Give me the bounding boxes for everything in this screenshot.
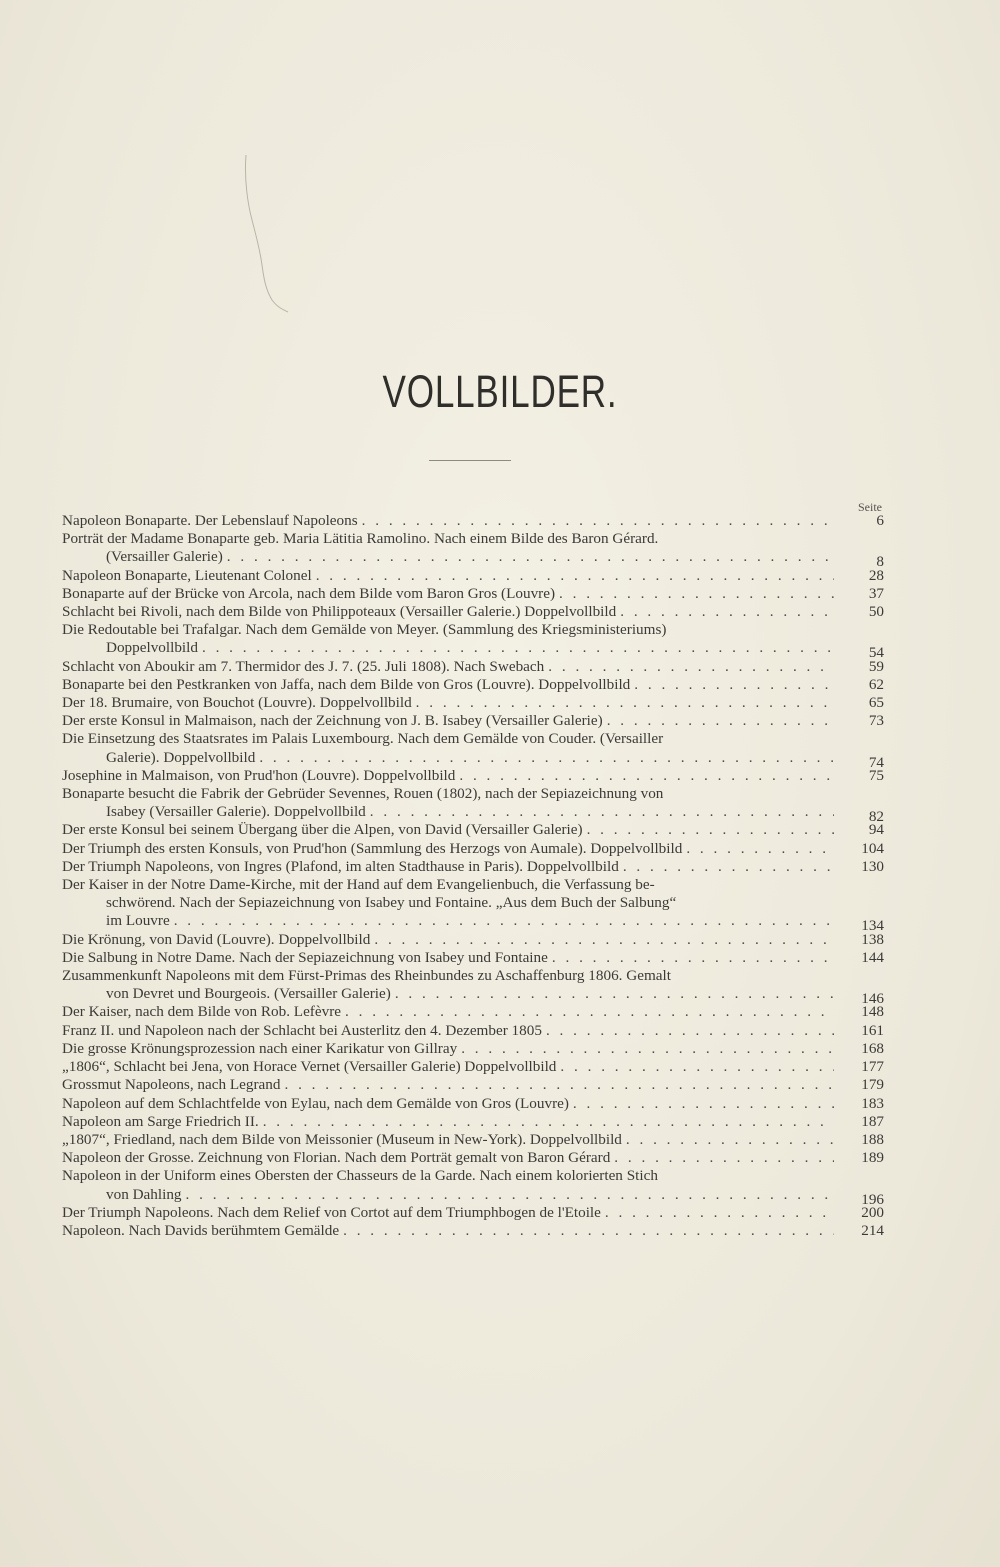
- toc-entry-line: [62, 1040, 884, 1058]
- toc-page-number: 148: [861, 1003, 884, 1021]
- toc-entry: [62, 621, 884, 662]
- toc-page-number: 144: [861, 948, 884, 966]
- toc-entry: [62, 712, 884, 730]
- toc-entry: [62, 1131, 884, 1149]
- toc-entry-text: Napoleon Bonaparte, Lieutenant Colonel: [62, 566, 312, 584]
- toc-entry-line: [62, 949, 884, 967]
- toc-entry-text: „1806“, Schlacht bei Jena, von Horace Vernet (Versailler Galerie) Doppelvollbild: [62, 1058, 557, 1076]
- toc-entry: [62, 585, 884, 603]
- dot-leader: [682, 840, 834, 858]
- toc-entry-text: Die Salbung in Notre Dame. Nach der Sepiazeichnung von Isabey und Fontaine: [62, 948, 548, 966]
- toc-entry-line: [62, 694, 884, 712]
- dot-leader: [280, 1076, 834, 1094]
- toc-entry: [62, 858, 884, 876]
- toc-entry-text: Galerie). Doppelvollbild: [106, 748, 256, 766]
- dot-leader: [391, 985, 834, 1003]
- toc-entry: [62, 567, 884, 585]
- dot-leader: [622, 1131, 834, 1149]
- table-of-plates: [62, 512, 884, 1240]
- toc-page-number: 94: [868, 821, 884, 839]
- toc-entry: [62, 1040, 884, 1058]
- toc-entry: [62, 785, 884, 826]
- dot-leader: [455, 767, 834, 785]
- toc-page-number: 74: [868, 753, 884, 771]
- toc-entry-text: Grossmut Napoleons, nach Legrand: [62, 1076, 281, 1094]
- dot-leader: [223, 548, 834, 566]
- toc-entry-line: [62, 767, 884, 785]
- toc-entry: [62, 658, 884, 676]
- toc-entry-text: Der 18. Brumaire, von Bouchot (Louvre). Doppelvollbild: [62, 694, 412, 712]
- toc-entry-line: [62, 1076, 884, 1094]
- toc-entry-line: [62, 603, 884, 621]
- dot-leader: [182, 1186, 834, 1204]
- toc-entry: [62, 931, 884, 949]
- toc-page-number: 188: [861, 1130, 884, 1148]
- pencil-mark: [238, 150, 298, 320]
- toc-entry-text: Die Redoutable bei Trafalgar. Nach dem Gemälde von Meyer. (Sammlung des Kriegsministeriums): [62, 621, 667, 639]
- toc-entry-text: Napoleon in der Uniform eines Obersten der Chasseurs de la Garde. Nach einem kolorierten Stich: [62, 1167, 658, 1185]
- toc-entry-text: Die grosse Krönungsprozession nach einer Karikatur von Gillray: [62, 1039, 458, 1057]
- toc-page-number: 62: [868, 675, 884, 693]
- toc-entry: [62, 1022, 884, 1040]
- toc-entry-text: Franz II. und Napoleon nach der Schlacht bei Austerlitz den 4. Dezember 1805: [62, 1021, 542, 1039]
- toc-entry: [62, 1076, 884, 1094]
- toc-entry-text: Der erste Konsul in Malmaison, nach der Zeichnung von J. B. Isabey (Versailler Galerie): [62, 712, 603, 730]
- dot-leader: [556, 1058, 834, 1076]
- dot-leader: [312, 567, 834, 585]
- toc-entry-text: im Louvre: [106, 912, 170, 930]
- toc-entry-text: Der Triumph Napoleons. Nach dem Relief von Cortot auf dem Triumphbogen de l'Etoile: [62, 1203, 601, 1221]
- toc-entry-text: Napoleon der Grosse. Zeichnung von Florian. Nach dem Porträt gemalt von Baron Gérard: [62, 1149, 611, 1167]
- toc-entry-line: [62, 967, 884, 985]
- toc-page-number: 65: [868, 694, 884, 712]
- toc-entry-text: Der Triumph Napoleons, von Ingres (Plafond, im alten Stadthause in Paris). Doppelvollbild: [62, 857, 619, 875]
- toc-entry-line: [62, 748, 884, 771]
- toc-page-number: 138: [861, 930, 884, 948]
- toc-entry-line: [62, 912, 884, 935]
- toc-entry-line: [62, 1185, 884, 1208]
- toc-entry-text: Zusammenkunft Napoleons mit dem Fürst-Primas des Rheinbundes zu Aschaffenburg 1806. Gemalt: [62, 967, 671, 985]
- dot-leader: [569, 1095, 834, 1113]
- toc-page-number: 177: [861, 1058, 884, 1076]
- toc-entry: [62, 1222, 884, 1240]
- toc-entry: [62, 767, 884, 785]
- toc-entry-line: [62, 730, 884, 748]
- toc-entry-text: Schlacht bei Rivoli, nach dem Bilde von Philippoteaux (Versailler Galerie.) Doppelvollbild: [62, 603, 617, 621]
- dot-leader: [610, 1149, 834, 1167]
- toc-page-number: 146: [861, 990, 884, 1008]
- dot-leader: [457, 1040, 834, 1058]
- toc-entry-text: Isabey (Versailler Galerie). Doppelvollbild: [106, 803, 366, 821]
- title-rule: [429, 460, 511, 461]
- toc-entry-line: [62, 1222, 884, 1240]
- toc-entry-line: [62, 1113, 884, 1131]
- dot-leader: [616, 603, 834, 621]
- toc-entry: [62, 730, 884, 771]
- toc-page-number: 8: [876, 553, 884, 571]
- toc-page-number: 161: [861, 1021, 884, 1039]
- toc-entry-text: Bonaparte besucht die Fabrik der Gebrüder Sevennes, Rouen (1802), nach der Sepiazeichnung von: [62, 785, 664, 803]
- toc-entry: [62, 1003, 884, 1021]
- toc-page-number: 75: [868, 766, 884, 784]
- toc-entry-line: [62, 621, 884, 639]
- dot-leader: [630, 676, 834, 694]
- toc-entry-text: von Devret und Bourgeois. (Versailler Galerie): [106, 985, 391, 1003]
- toc-entry-line: [62, 548, 884, 571]
- dot-leader: [601, 1204, 834, 1222]
- toc-page-number: 168: [861, 1039, 884, 1057]
- toc-entry-text: Napoleon am Sarge Friedrich II.: [62, 1112, 259, 1130]
- toc-page-number: 183: [861, 1094, 884, 1112]
- toc-entry-line: [62, 1131, 884, 1149]
- toc-entry-text: Bonaparte auf der Brücke von Arcola, nach dem Bilde vom Baron Gros (Louvre): [62, 584, 556, 602]
- toc-entry-line: [62, 985, 884, 1008]
- toc-entry-text: Porträt der Madame Bonaparte geb. Maria Lätitia Ramolino. Nach einem Bilde des Baron Gérard.: [62, 530, 659, 548]
- toc-entry-line: [62, 858, 884, 876]
- toc-entry-text: „1807“, Friedland, nach dem Bilde von Meissonier (Museum in New-York). Doppelvollbild: [62, 1130, 622, 1148]
- toc-entry-text: Die Krönung, von David (Louvre). Doppelvollbild: [62, 930, 371, 948]
- toc-page-number: 214: [861, 1221, 884, 1239]
- toc-page-number: 28: [868, 566, 884, 584]
- toc-entry-line: [62, 1149, 884, 1167]
- dot-leader: [603, 712, 834, 730]
- dot-leader: [341, 1003, 834, 1021]
- toc-page-number: 134: [861, 917, 884, 935]
- toc-entry-text: Napoleon. Nach Davids berühmtem Gemälde: [62, 1221, 340, 1239]
- toc-entry-line: [62, 1204, 884, 1222]
- toc-page-number: 59: [868, 657, 884, 675]
- toc-entry-text: Josephine in Malmaison, von Prud'hon (Louvre). Doppelvollbild: [62, 766, 456, 784]
- toc-entry-text: Bonaparte bei den Pestkranken von Jaffa, nach dem Bilde von Gros (Louvre). Doppelvollbild: [62, 675, 631, 693]
- toc-entry: [62, 876, 884, 935]
- toc-entry-line: [62, 658, 884, 676]
- dot-leader: [619, 858, 834, 876]
- dot-leader: [255, 749, 834, 767]
- toc-page-number: 130: [861, 857, 884, 875]
- dot-leader: [366, 803, 834, 821]
- toc-entry-line: [62, 530, 884, 548]
- toc-entry-text: Der Triumph des ersten Konsuls, von Prud'hon (Sammlung des Herzogs von Aumale). Doppelvollbild: [62, 839, 683, 857]
- toc-entry-line: [62, 821, 884, 839]
- dot-leader: [170, 912, 834, 930]
- toc-entry-line: [62, 931, 884, 949]
- toc-entry-line: [62, 894, 884, 912]
- toc-entry-line: [62, 585, 884, 603]
- toc-entry-line: [62, 1095, 884, 1113]
- toc-entry: [62, 1167, 884, 1208]
- toc-entry: [62, 512, 884, 530]
- toc-entry-text: (Versailler Galerie): [106, 548, 223, 566]
- toc-entry-line: [62, 639, 884, 662]
- toc-page-number: 82: [868, 808, 884, 826]
- dot-leader: [555, 585, 834, 603]
- toc-entry-line: [62, 512, 884, 530]
- toc-entry-line: [62, 785, 884, 803]
- dot-leader: [583, 821, 834, 839]
- toc-entry: [62, 603, 884, 621]
- toc-entry: [62, 530, 884, 571]
- toc-entry: [62, 840, 884, 858]
- toc-entry: [62, 1149, 884, 1167]
- dot-leader: [548, 949, 834, 967]
- toc-entry-line: [62, 876, 884, 894]
- toc-entry-text: Der Kaiser, nach dem Bilde von Rob. Lefèvre: [62, 1003, 341, 1021]
- toc-page-number: 104: [861, 839, 884, 857]
- toc-page-number: 187: [861, 1112, 884, 1130]
- toc-entry: [62, 1095, 884, 1113]
- toc-entry-line: [62, 1003, 884, 1021]
- toc-entry-text: Napoleon Bonaparte. Der Lebenslauf Napoleons: [62, 512, 358, 529]
- toc-entry-text: schwörend. Nach der Sepiazeichnung von Isabey und Fontaine. „Aus dem Buch der Salbung“: [106, 894, 677, 912]
- toc-entry: [62, 676, 884, 694]
- dot-leader: [339, 1222, 834, 1240]
- dot-leader: [412, 694, 834, 712]
- toc-page-number: 37: [868, 584, 884, 602]
- toc-entry: [62, 967, 884, 1008]
- toc-entry-text: Der Kaiser in der Notre Dame-Kirche, mit der Hand auf dem Evangelienbuch, die Verfassung be-: [62, 876, 655, 894]
- toc-entry: [62, 821, 884, 839]
- toc-page-number: 179: [861, 1076, 884, 1094]
- toc-entry-text: Der erste Konsul bei seinem Übergang über die Alpen, von David (Versailler Galerie): [62, 821, 583, 839]
- toc-entry-text: Napoleon auf dem Schlachtfelde von Eylau, nach dem Gemälde von Gros (Louvre): [62, 1094, 569, 1112]
- toc-entry-text: Die Einsetzung des Staatsrates im Palais Luxembourg. Nach dem Gemälde von Couder. (Versailler: [62, 730, 664, 748]
- toc-entry-line: [62, 1022, 884, 1040]
- toc-entry: [62, 1058, 884, 1076]
- toc-page-number: 54: [868, 644, 884, 662]
- toc-entry-line: [62, 712, 884, 730]
- toc-entry-text: von Dahling: [106, 1185, 182, 1203]
- toc-entry-line: [62, 803, 884, 826]
- toc-page-number: 189: [861, 1149, 884, 1167]
- toc-page-number: 196: [861, 1190, 884, 1208]
- toc-entry-line: [62, 676, 884, 694]
- toc-entry-line: [62, 840, 884, 858]
- toc-page-number: 6: [876, 512, 884, 529]
- toc-entry-text: Schlacht von Aboukir am 7. Thermidor des J. 7. (25. Juli 1808). Nach Swebach: [62, 657, 545, 675]
- toc-entry: [62, 949, 884, 967]
- dot-leader: [198, 639, 834, 657]
- toc-page-number: 50: [868, 603, 884, 621]
- toc-entry-line: [62, 567, 884, 585]
- toc-entry-line: [62, 1167, 884, 1185]
- toc-entry: [62, 1113, 884, 1131]
- dot-leader: [544, 658, 834, 676]
- dot-leader: [358, 512, 834, 530]
- toc-entry-text: Doppelvollbild: [106, 639, 198, 657]
- page-title: VOLLBILDER.: [382, 366, 618, 417]
- page-column-header: Seite: [858, 500, 882, 514]
- dot-leader: [259, 1113, 834, 1131]
- toc-entry: [62, 694, 884, 712]
- toc-page-number: 73: [868, 712, 884, 730]
- toc-page-number: 200: [861, 1203, 884, 1221]
- toc-entry-line: [62, 1058, 884, 1076]
- dot-leader: [370, 931, 834, 949]
- toc-entry: [62, 1204, 884, 1222]
- dot-leader: [542, 1022, 834, 1040]
